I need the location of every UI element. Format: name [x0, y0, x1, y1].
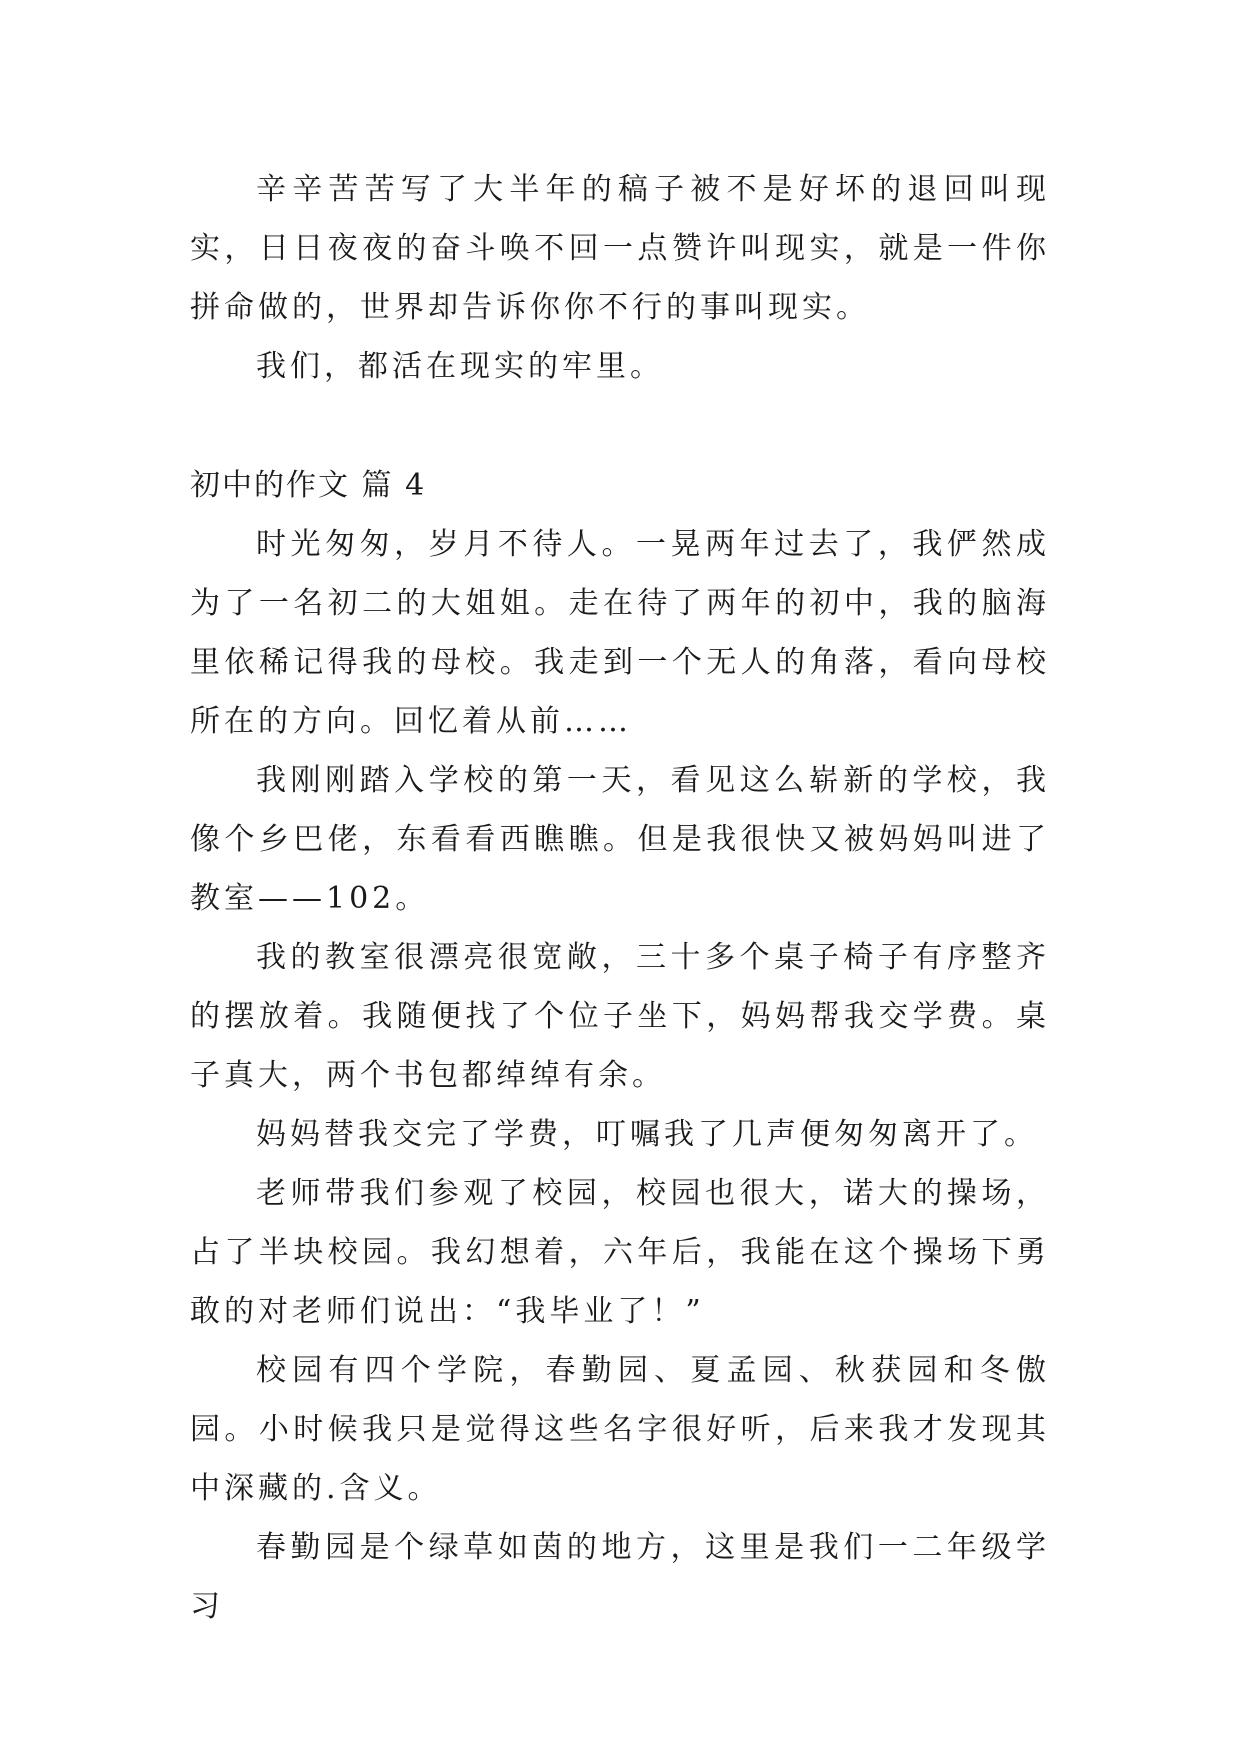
paragraph-2: 我刚刚踏入学校的第一天，看见这么崭新的学校，我像个乡巴佬，东看看西瞧瞧。但是我很快又被妈妈叫进了教室——102。	[190, 763, 1050, 916]
paragraph-1: 时光匆匆，岁月不待人。一晃两年过去了，我俨然成为了一名初二的大姐姐。走在待了两年的初中，我的脑海里依稀记得我的母校。我走到一个无人的角落，看向母校所在的方向。回忆着从前……	[190, 527, 1050, 739]
paragraph-5: 老师带我们参观了校园，校园也很大，诺大的操场，占了半块校园。我幻想着，六年后，我能在这个操场下勇敢的对老师们说出：“我毕业了！”	[190, 1176, 1050, 1329]
document-body	[190, 160, 1050, 1636]
section-title: 初中的作文 篇 4	[190, 468, 427, 503]
paragraph-6: 校园有四个学院，春勤园、夏孟园、秋获园和冬傲园。小时候我只是觉得这些名字很好听，后来我才发现其中深藏的.含义。	[190, 1353, 1050, 1506]
paragraph-intro-1: 辛辛苦苦写了大半年的稿子被不是好坏的退回叫现实，日日夜夜的奋斗唤不回一点赞许叫现实，就是一件你拼命做的，世界却告诉你你不行的事叫现实。	[190, 172, 1050, 325]
paragraph-intro-2: 我们，都活在现实的牢里。	[256, 349, 664, 384]
paragraph-4: 妈妈替我交完了学费，叮嘱我了几声便匆匆离开了。	[256, 1117, 1038, 1152]
paragraph-3: 我的教室很漂亮很宽敞，三十多个桌子椅子有序整齐的摆放着。我随便找了个位子坐下，妈妈帮我交学费。桌子真大，两个书包都绰绰有余。	[190, 940, 1050, 1093]
paragraph-7: 春勤园是个绿草如茵的地方，这里是我们一二年级学习	[190, 1530, 1050, 1624]
